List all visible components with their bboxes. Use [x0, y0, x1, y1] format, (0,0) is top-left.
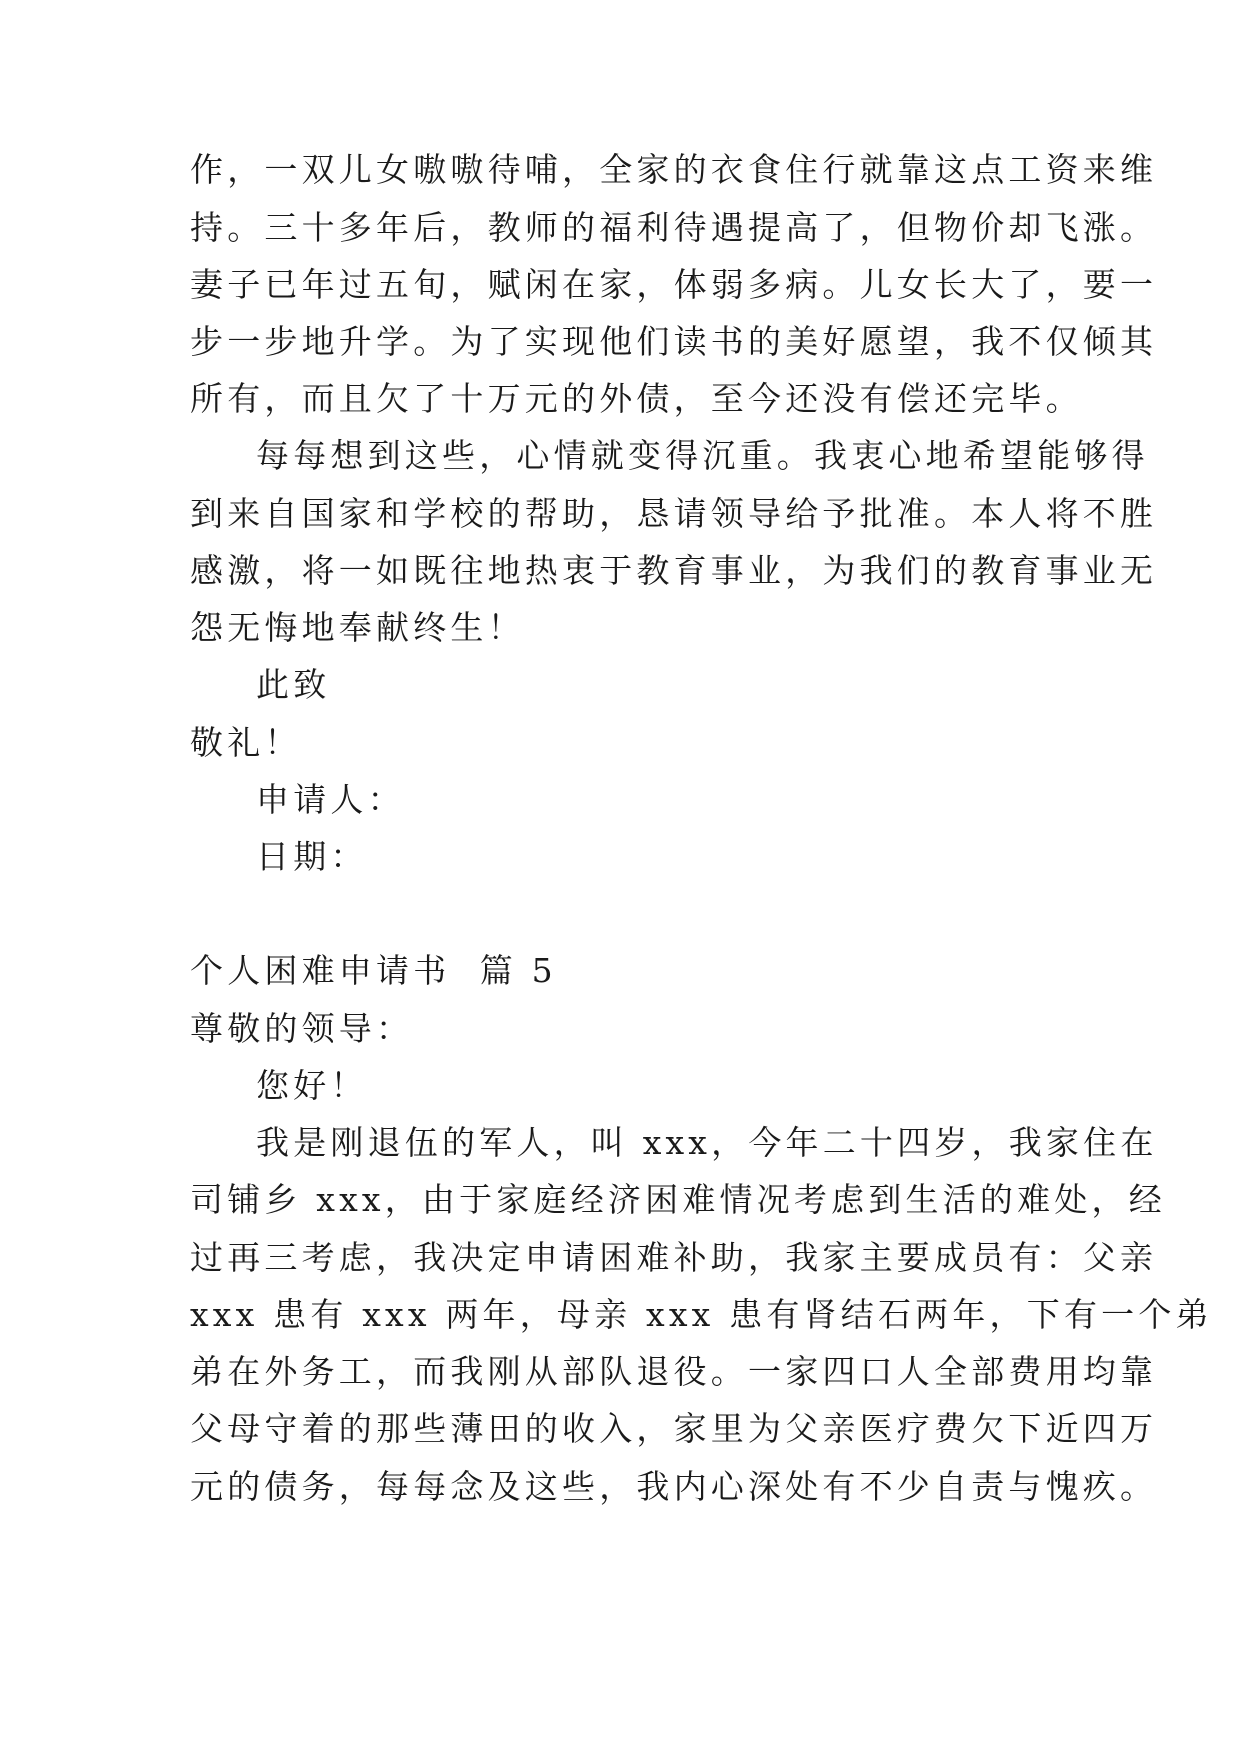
body-line: 父母守着的那些薄田的收入，家里为父亲医疗费欠下近四万 [190, 1409, 1158, 1448]
body-line: 司铺乡 xxx，由于家庭经济困难情况考虑到生活的难处，经 [190, 1180, 1166, 1219]
body-line: 元的债务，每每念及这些，我内心深处有不少自责与愧疚。 [190, 1467, 1158, 1506]
body-line: 所有，而且欠了十万元的外债，至今还没有偿还完毕。 [190, 379, 1083, 418]
body-line: xxx 患有 xxx 两年，母亲 xxx 患有肾结石两年，下有一个弟 [190, 1295, 1213, 1334]
body-line: 我是刚退伍的军人，叫 xxx，今年二十四岁，我家住在 [256, 1123, 1158, 1162]
body-line: 过再三考虑，我决定申请困难补助，我家主要成员有：父亲 [190, 1238, 1158, 1277]
applicant-label: 申请人： [256, 780, 405, 819]
closing-cizhi: 此致 [256, 665, 331, 704]
body-line: 到来自国家和学校的帮助，恳请领导给予批准。本人将不胜 [190, 494, 1158, 533]
closing-jingli: 敬礼！ [190, 723, 302, 762]
body-line: 持。三十多年后，教师的福利待遇提高了，但物价却飞涨。 [190, 208, 1158, 247]
body-line: 弟在外务工，而我刚从部队退役。一家四口人全部费用均靠 [190, 1352, 1158, 1391]
greeting: 您好！ [256, 1066, 368, 1105]
body-line: 作，一双儿女嗷嗷待哺，全家的衣食住行就靠这点工资来维 [190, 150, 1158, 189]
salutation: 尊敬的领导： [190, 1009, 414, 1048]
section-title: 个人困难申请书 篇 5 [190, 951, 557, 990]
body-line: 步一步地升学。为了实现他们读书的美好愿望，我不仅倾其 [190, 322, 1158, 361]
date-label: 日期： [256, 837, 368, 876]
body-line: 每每想到这些，心情就变得沉重。我衷心地希望能够得 [256, 436, 1149, 475]
body-line: 妻子已年过五旬，赋闲在家，体弱多病。儿女长大了，要一 [190, 265, 1158, 304]
body-line: 怨无悔地奉献终生！ [190, 608, 525, 647]
body-line: 感激，将一如既往地热衷于教育事业，为我们的教育事业无 [190, 551, 1158, 590]
